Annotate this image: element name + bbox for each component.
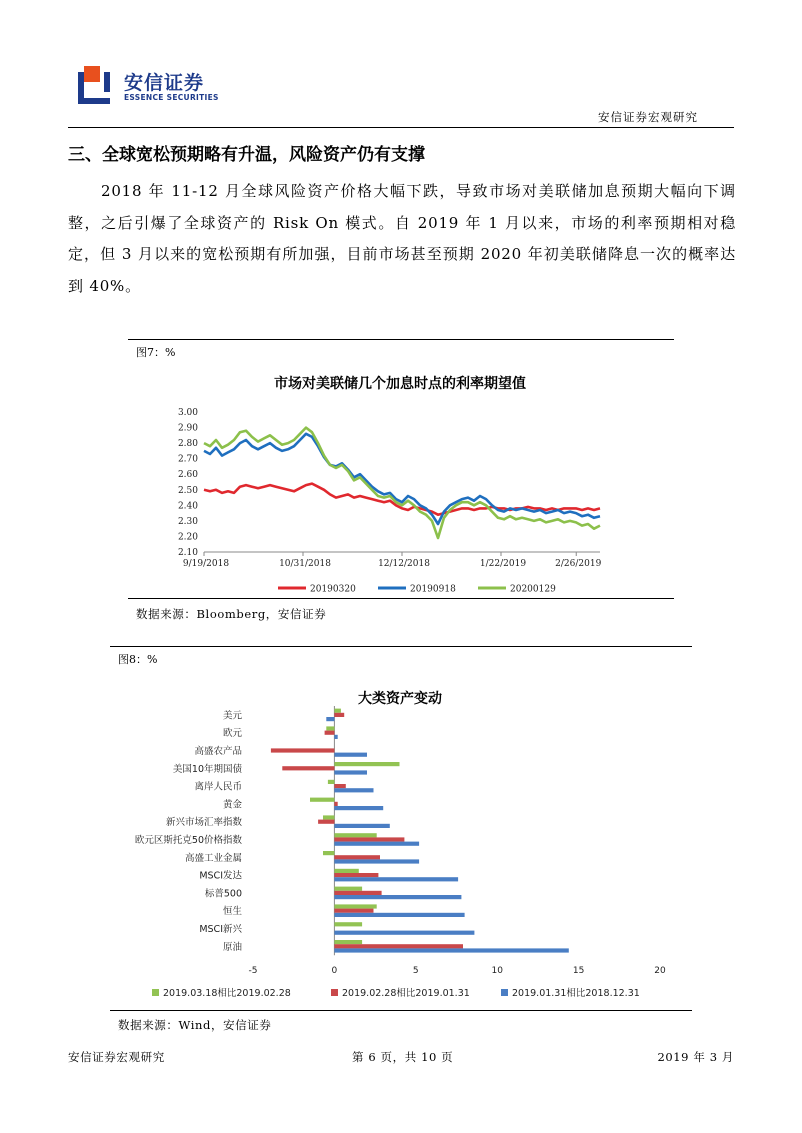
chart8-bar <box>334 713 344 717</box>
chart8-bar <box>334 770 367 774</box>
chart8-bar <box>334 922 362 926</box>
chart8-category-label: MSCI新兴 <box>199 924 242 935</box>
chart8-category-label: 离岸人民币 <box>194 781 242 793</box>
chart8-bar <box>334 948 568 952</box>
figure7-source: 数据来源：Bloomberg，安信证券 <box>136 607 327 621</box>
chart8-bar <box>334 837 404 841</box>
essence-logo-mark-icon <box>78 64 118 104</box>
figure8-label: 图8：% <box>118 653 158 666</box>
chart8-bar <box>334 824 389 828</box>
chart8-bar <box>271 748 335 752</box>
chart7-y-tick: 2.50 <box>177 485 198 496</box>
chart8-bar <box>334 887 362 891</box>
figure7-line-chart <box>128 362 674 602</box>
chart8-bar <box>328 780 335 784</box>
chart8-category-label: 原油 <box>222 941 242 953</box>
chart8-bar <box>334 895 461 899</box>
chart8-bar <box>334 762 399 766</box>
chart8-bar <box>326 726 334 730</box>
chart7-y-tick: 2.60 <box>177 470 198 481</box>
chart8-bar <box>334 788 373 792</box>
chart7-x-tick: 9/19/2018 <box>182 559 230 569</box>
chart8-x-tick: 20 <box>654 966 666 976</box>
chart8-bar <box>334 735 337 739</box>
chart8-bar <box>334 873 378 877</box>
chart8-bar <box>334 855 380 859</box>
chart8-bar <box>334 869 358 873</box>
chart8-bar <box>334 709 341 713</box>
footer-left: 安信证券宏观研究 <box>68 1050 165 1064</box>
footer-date: 2019 年 3 月 <box>657 1050 734 1064</box>
chart8-category-label: 欧元 <box>222 728 242 740</box>
chart7-y-tick: 2.10 <box>177 548 198 558</box>
chart7-x-tick: 1/22/2019 <box>479 559 527 569</box>
chart8-bar <box>334 940 362 944</box>
chart7-y-tick: 2.90 <box>177 423 198 434</box>
chart8-bar <box>282 766 334 770</box>
chart8-category-label: 美国10年期国债 <box>172 763 242 775</box>
chart8-x-tick: -5 <box>248 966 258 976</box>
chart8-bar <box>334 833 376 837</box>
figure8-top-rule <box>110 646 692 647</box>
chart7-y-tick: 2.40 <box>177 501 198 512</box>
chart8-category-label: 新兴市场汇率指数 <box>165 817 242 829</box>
chart7-legend-label: 20200129 <box>510 584 556 595</box>
body-paragraph: 2018 年 11-12 月全球风险资产价格大幅下跌，导致市场对美联储加息预期大幅向下调整，之后引爆了全球资产的 Risk On 模式。自 2019 年 1 月以来，市场的利率预期相对稳定，但 3 月以来的宽松预期有所加强，目前市场甚至预期 2020 年初美联储降息一次的概率达到 40%。 <box>68 182 736 295</box>
figure7-top-rule <box>128 339 674 340</box>
header-report-title: 安信证券宏观研究 <box>598 110 698 124</box>
figure8-bar-chart <box>110 668 692 1008</box>
chart8-bar <box>325 731 335 735</box>
chart8-bar <box>334 891 381 895</box>
chart8-bar <box>323 815 334 819</box>
chart8-category-label: 高盛农产品 <box>194 746 242 757</box>
chart8-legend-swatch <box>331 989 338 996</box>
chart8-bar <box>318 820 334 824</box>
section-title: 三、全球宽松预期略有升温，风险资产仍有支撑 <box>68 145 425 165</box>
chart8-category-label: 恒生 <box>222 906 242 918</box>
chart8-title: 大类资产变动 <box>358 691 442 707</box>
logo-english-name: ESSENCE SECURITIES <box>124 93 219 102</box>
chart8-category-label: MSCI发达 <box>199 870 242 882</box>
chart7-y-tick: 2.80 <box>177 439 198 450</box>
chart8-bar <box>334 784 345 788</box>
chart8-bar <box>334 842 419 846</box>
chart8-bar <box>323 851 334 855</box>
chart7-y-tick: 2.30 <box>177 516 198 527</box>
chart8-bar <box>334 802 337 806</box>
figure7-bottom-rule <box>128 598 674 599</box>
chart8-category-label: 欧元区斯托克50价格指数 <box>134 835 242 846</box>
chart8-bar <box>334 859 419 863</box>
chart8-bar <box>334 753 367 757</box>
figure7-label: 图7：% <box>136 346 176 359</box>
figure8-bottom-rule <box>110 1010 692 1011</box>
chart8-category-label: 标普500 <box>204 888 242 900</box>
chart7-legend-label: 20190918 <box>410 584 456 595</box>
chart8-bar <box>334 806 383 810</box>
chart8-x-tick: 10 <box>491 966 503 976</box>
chart8-legend-swatch <box>501 989 508 996</box>
chart8-bar <box>334 877 458 881</box>
chart8-category-label: 黄金 <box>222 799 242 811</box>
header-divider <box>68 127 734 128</box>
chart8-bar <box>334 909 373 913</box>
chart7-series-line-20200129 <box>204 428 600 538</box>
chart8-bar <box>326 717 334 721</box>
logo-chinese-name: 安信证券 <box>124 72 205 94</box>
chart8-bar <box>334 931 474 935</box>
chart7-x-tick: 2/26/2019 <box>555 559 602 569</box>
chart8-bar <box>310 798 334 802</box>
chart7-y-tick: 3.00 <box>177 408 198 418</box>
chart7-legend-label: 20190320 <box>310 584 356 595</box>
chart7-series-line-20190918 <box>204 434 600 524</box>
chart7-y-tick: 2.20 <box>177 532 198 543</box>
chart8-bar <box>334 904 376 908</box>
chart8-x-tick: 15 <box>572 966 585 976</box>
chart7-x-tick: 12/12/2018 <box>378 559 430 569</box>
chart8-legend-label: 2019.01.31相比2018.12.31 <box>512 988 640 999</box>
chart8-legend-swatch <box>152 989 159 996</box>
figure8-source: 数据来源：Wind，安信证券 <box>118 1018 272 1032</box>
chart8-x-tick: 5 <box>412 966 419 976</box>
chart8-x-tick: 0 <box>331 966 338 976</box>
chart8-bar <box>334 913 464 917</box>
chart8-category-label: 美元 <box>222 710 242 722</box>
chart7-title: 市场对美联储几个加息时点的利率期望值 <box>274 376 526 392</box>
chart8-legend-label: 2019.03.18相比2019.02.28 <box>163 988 291 999</box>
chart7-y-tick: 2.70 <box>177 454 198 465</box>
footer-page-number: 第 6 页，共 10 页 <box>352 1050 454 1064</box>
chart8-category-label: 高盛工业金属 <box>184 852 242 864</box>
chart8-bar <box>334 944 463 948</box>
chart8-legend-label: 2019.02.28相比2019.01.31 <box>342 988 470 999</box>
chart7-x-tick: 10/31/2018 <box>279 559 331 569</box>
essence-logo <box>78 64 248 108</box>
